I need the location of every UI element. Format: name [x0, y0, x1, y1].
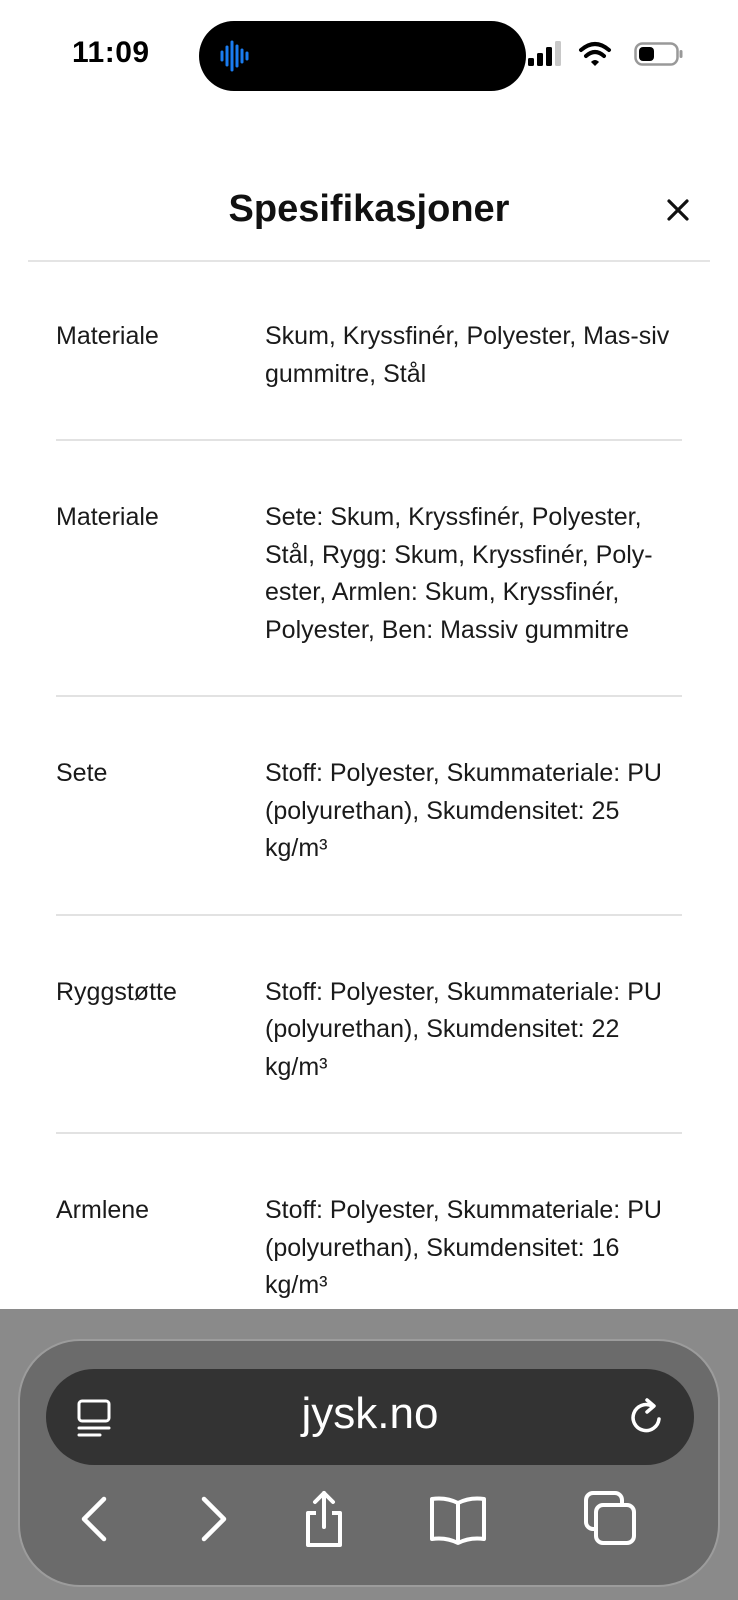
tab-overview-icon[interactable]: [582, 1489, 642, 1549]
cellular-signal-icon: [528, 40, 564, 68]
reload-icon[interactable]: [626, 1395, 668, 1439]
close-button[interactable]: [664, 196, 692, 224]
address-bar[interactable]: [46, 1369, 694, 1465]
spec-row: [56, 916, 682, 1135]
status-bar: [0, 0, 738, 110]
bookmarks-icon[interactable]: [428, 1489, 488, 1549]
spec-row: [56, 441, 682, 697]
sheet-title: Spesifikasjoner: [228, 188, 510, 230]
status-time: 11:09: [72, 36, 150, 69]
back-icon[interactable]: [66, 1489, 126, 1549]
close-icon: [664, 196, 692, 224]
spec-label: Materiale: [56, 322, 159, 350]
wifi-icon: [578, 40, 612, 68]
spec-list: [56, 292, 682, 1353]
spec-label: Materiale: [56, 503, 159, 531]
spec-row: [56, 697, 682, 916]
browser-bar: [0, 1309, 738, 1600]
spec-value: Skum, Kryssfinér, Polyester, Mas-siv gummitre, Stål: [265, 322, 670, 388]
share-icon[interactable]: [294, 1489, 354, 1549]
spec-label: Sete: [56, 759, 108, 787]
spec-row: [56, 292, 682, 441]
spec-value: Stoff: Polyester, Skummateriale: PU (polyurethan), Skumdensitet: 25 kg/m³: [265, 759, 662, 862]
sheet-header: [28, 170, 710, 262]
spec-label: Armlene: [56, 1196, 150, 1224]
audio-waveform-icon: [219, 40, 249, 72]
url-text[interactable]: jysk.no: [301, 1389, 439, 1438]
spec-label: Ryggstøtte: [56, 977, 177, 1006]
forward-icon[interactable]: [182, 1489, 242, 1549]
browser-panel: [18, 1339, 720, 1587]
spec-value: Sete: Skum, Kryssfinér, Polyester, Stål, Rygg: Skum, Kryssfinér, Poly-ester, Armlen: Skum, Kryssfinér, Polyester, Ben: Massiv gummitre: [265, 503, 653, 644]
spec-value: Stoff: Polyester, Skummateriale: PU (polyurethan), Skumdensitet: 22 kg/m³: [265, 977, 662, 1081]
dynamic-island: [199, 21, 526, 91]
browser-toolbar: [20, 1479, 722, 1559]
spec-value: Stoff: Polyester, Skummateriale: PU (polyurethan), Skumdensitet: 16 kg/m³: [265, 1196, 662, 1299]
battery-icon: [634, 40, 684, 68]
